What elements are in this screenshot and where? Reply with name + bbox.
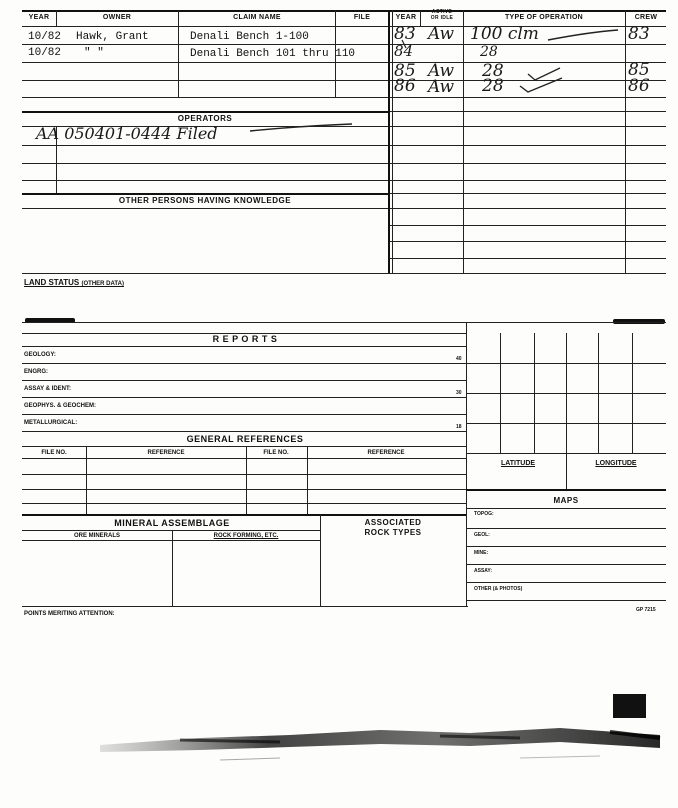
report-metallurgical-num: 18	[456, 424, 462, 430]
other-persons-label: OTHER PERSONS HAVING KNOWLEDGE	[118, 196, 292, 205]
claim-row-1-owner: Hawk, Grant	[76, 31, 149, 43]
header-active-line1: ACTIVE	[431, 9, 453, 15]
map-assay: ASSAY:	[474, 568, 493, 574]
ref-col-file-no-1: FILE NO.	[41, 450, 67, 456]
header-year: YEAR	[28, 14, 50, 21]
map-topog: TOPOG:	[474, 511, 494, 517]
points-meriting-attention: POINTS MERITING ATTENTION:	[24, 611, 115, 617]
reports-title: R E P O R T S	[212, 334, 278, 344]
operators-entry: AA 050401-0444 Filed	[36, 124, 218, 143]
map-mine: MINE:	[474, 550, 489, 556]
report-geology-num: 40	[456, 356, 462, 362]
activity-1-operation: 100 clm	[470, 24, 539, 44]
activity-4-operation: 28	[482, 76, 504, 96]
claim-row-1-name: Denali Bench 1-100	[190, 31, 309, 43]
report-engrg: ENGRG:	[24, 369, 48, 375]
activity-4-status: Aw	[428, 77, 455, 97]
form-number: GP 7215	[636, 607, 656, 613]
claim-row-2-name: Denali Bench 101 thru 110	[190, 48, 356, 60]
header-year-2: YEAR	[395, 14, 417, 21]
longitude-label: LONGITUDE	[595, 460, 637, 467]
activity-3-crew: 85	[628, 60, 650, 80]
activity-1-year: 83	[394, 24, 416, 44]
claim-row-2-owner: " "	[84, 47, 104, 59]
report-geophys: GEOPHYS. & GEOCHEM:	[24, 403, 97, 409]
claim-row-2-year: 10/82	[28, 47, 62, 59]
claim-row-1-year: 10/82	[28, 31, 62, 43]
report-assay: ASSAY & IDENT:	[24, 386, 72, 392]
associated-rock-types-line2: ROCK TYPES	[364, 528, 422, 537]
activity-4-year: 86	[394, 76, 416, 96]
latitude-label: LATITUDE	[500, 460, 536, 467]
ref-col-file-no-2: FILE NO.	[263, 450, 289, 456]
ore-minerals-label: ORE MINERALS	[73, 533, 121, 539]
header-type-of-operation: TYPE OF OPERATION	[504, 14, 584, 21]
operators-label: OPERATORS	[177, 114, 233, 123]
activity-1-status: Aw	[428, 24, 455, 44]
map-other-photos: OTHER (& PHOTOS)	[474, 586, 523, 592]
report-metallurgical: METALLURGICAL:	[24, 420, 78, 426]
activity-2-year: 84	[394, 42, 414, 60]
header-active-line2: OR IDLE	[430, 15, 454, 21]
activity-2-operation: 28	[480, 44, 498, 60]
map-geol: GEOL:	[474, 532, 490, 538]
mineral-assemblage-title: MINERAL ASSEMBLAGE	[114, 518, 230, 528]
header-claim-name: CLAIM NAME	[233, 14, 281, 21]
rock-forming-label: ROCK FORMING, ETC.	[213, 533, 279, 539]
header-owner: OWNER	[102, 14, 132, 21]
report-assay-num: 30	[456, 390, 462, 396]
general-references-title: GENERAL REFERENCES	[186, 434, 304, 444]
report-geology: GEOLOGY:	[24, 352, 56, 358]
activity-3-operation: 28	[482, 61, 504, 81]
header-file: FILE	[353, 14, 371, 21]
associated-rock-types-line1: ASSOCIATED	[364, 518, 422, 527]
activity-4-crew: 86	[628, 76, 650, 96]
activity-1-crew: 83	[628, 24, 650, 44]
activity-3-year: 85	[394, 61, 416, 81]
land-status-label: LAND STATUS (OTHER DATA)	[24, 278, 124, 287]
ref-col-reference-2: REFERENCE	[367, 450, 405, 456]
activity-3-status: Aw	[428, 61, 455, 81]
header-crew: CREW	[634, 14, 658, 21]
maps-title: MAPS	[553, 496, 579, 505]
ref-col-reference-1: REFERENCE	[147, 450, 185, 456]
